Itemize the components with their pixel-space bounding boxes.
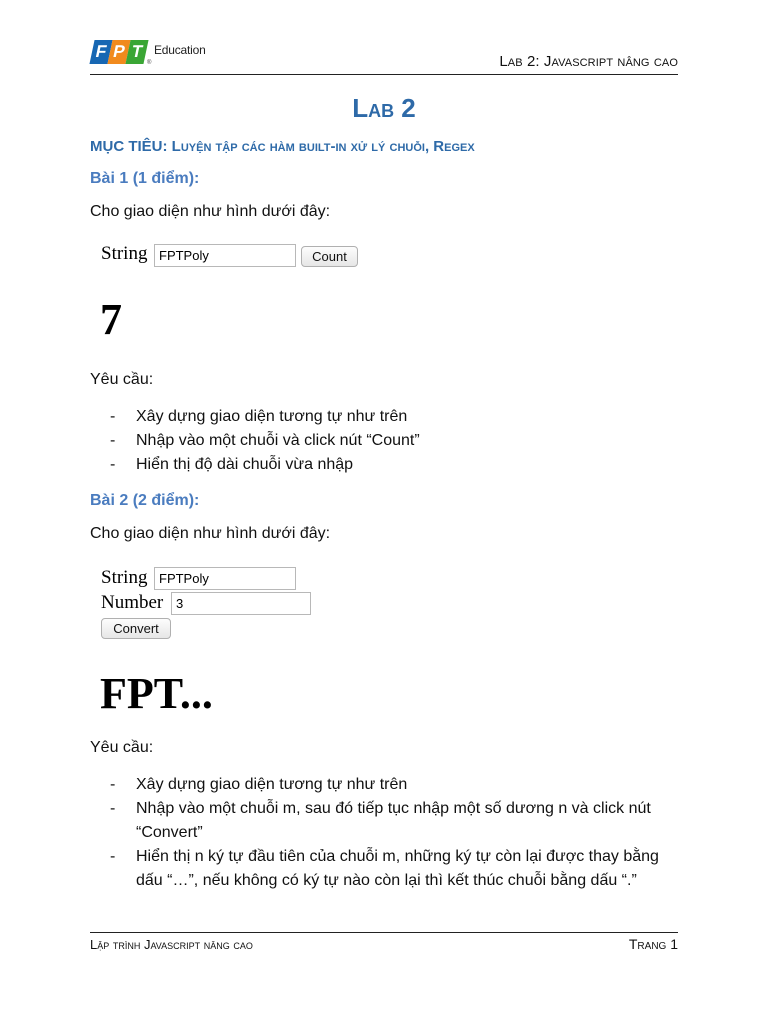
logo-registered-mark: ® (147, 60, 152, 66)
bai2-string-label: String (101, 567, 148, 588)
header-lab-title: Lab 2: Javascript nâng cao (499, 53, 678, 70)
bai1-string-input[interactable]: FPTPoly (154, 244, 296, 267)
footer-course-name: Lập trình Javascript nâng cao (90, 937, 253, 952)
bai2-requirements-list (110, 773, 680, 893)
bai1-intro: Cho giao diện như hình dưới đây: (90, 203, 331, 220)
bai2-heading: Bài 2 (2 điểm): (90, 492, 200, 509)
bai1-result: 7 (100, 295, 122, 344)
list-item: - Nhập vào một chuỗi m, sau đó tiếp tục nhập một số dương n và click nút “Convert” (110, 797, 680, 845)
fpt-education-logo (90, 38, 210, 72)
logo-letter-f: F (89, 40, 112, 64)
count-button[interactable]: Count (301, 246, 358, 267)
list-item: - Xây dựng giao diện tương tự như trên (110, 405, 680, 429)
list-item: - Nhập vào một chuỗi và click nút “Count” (110, 429, 680, 453)
footer-page-number: Trang 1 (628, 936, 678, 952)
bai1-req-title: Yêu cầu: (90, 371, 154, 388)
header-divider (90, 74, 678, 75)
logo-text: Education (154, 43, 206, 57)
bai2-intro: Cho giao diện như hình dưới đây: (90, 525, 331, 542)
bai2-number-label: Number (101, 592, 164, 613)
bai2-string-input[interactable]: FPTPoly (154, 567, 296, 590)
list-item: - Hiển thị độ dài chuỗi vừa nhập (110, 453, 680, 477)
fpt-logo-mark (90, 40, 146, 66)
bai2-req-title: Yêu cầu: (90, 739, 154, 756)
list-item: - Hiển thị n ký tự đầu tiên của chuỗi m, những ký tự còn lại được thay bằng dấu “…”, nếu không có ký tự nào còn lại thì kết thúc chuỗi bằng dấu “.” (110, 845, 680, 893)
list-item: - Xây dựng giao diện tương tự như trên (110, 773, 680, 797)
objective: MỤC TIÊU: Luyện tập các hàm built-in xử lý chuỗi, Regex (90, 138, 475, 155)
bai2-result: FPT... (100, 669, 213, 718)
bai1-requirements-list (110, 405, 680, 477)
page-title: Lab 2 (352, 93, 416, 123)
footer-divider (90, 932, 678, 933)
logo-letter-p: P (107, 40, 130, 64)
bai1-heading: Bài 1 (1 điểm): (90, 170, 200, 187)
convert-button[interactable]: Convert (101, 618, 171, 639)
bai1-string-label: String (101, 243, 148, 264)
bai2-number-input[interactable]: 3 (171, 592, 311, 615)
logo-letter-t: T (125, 40, 148, 64)
